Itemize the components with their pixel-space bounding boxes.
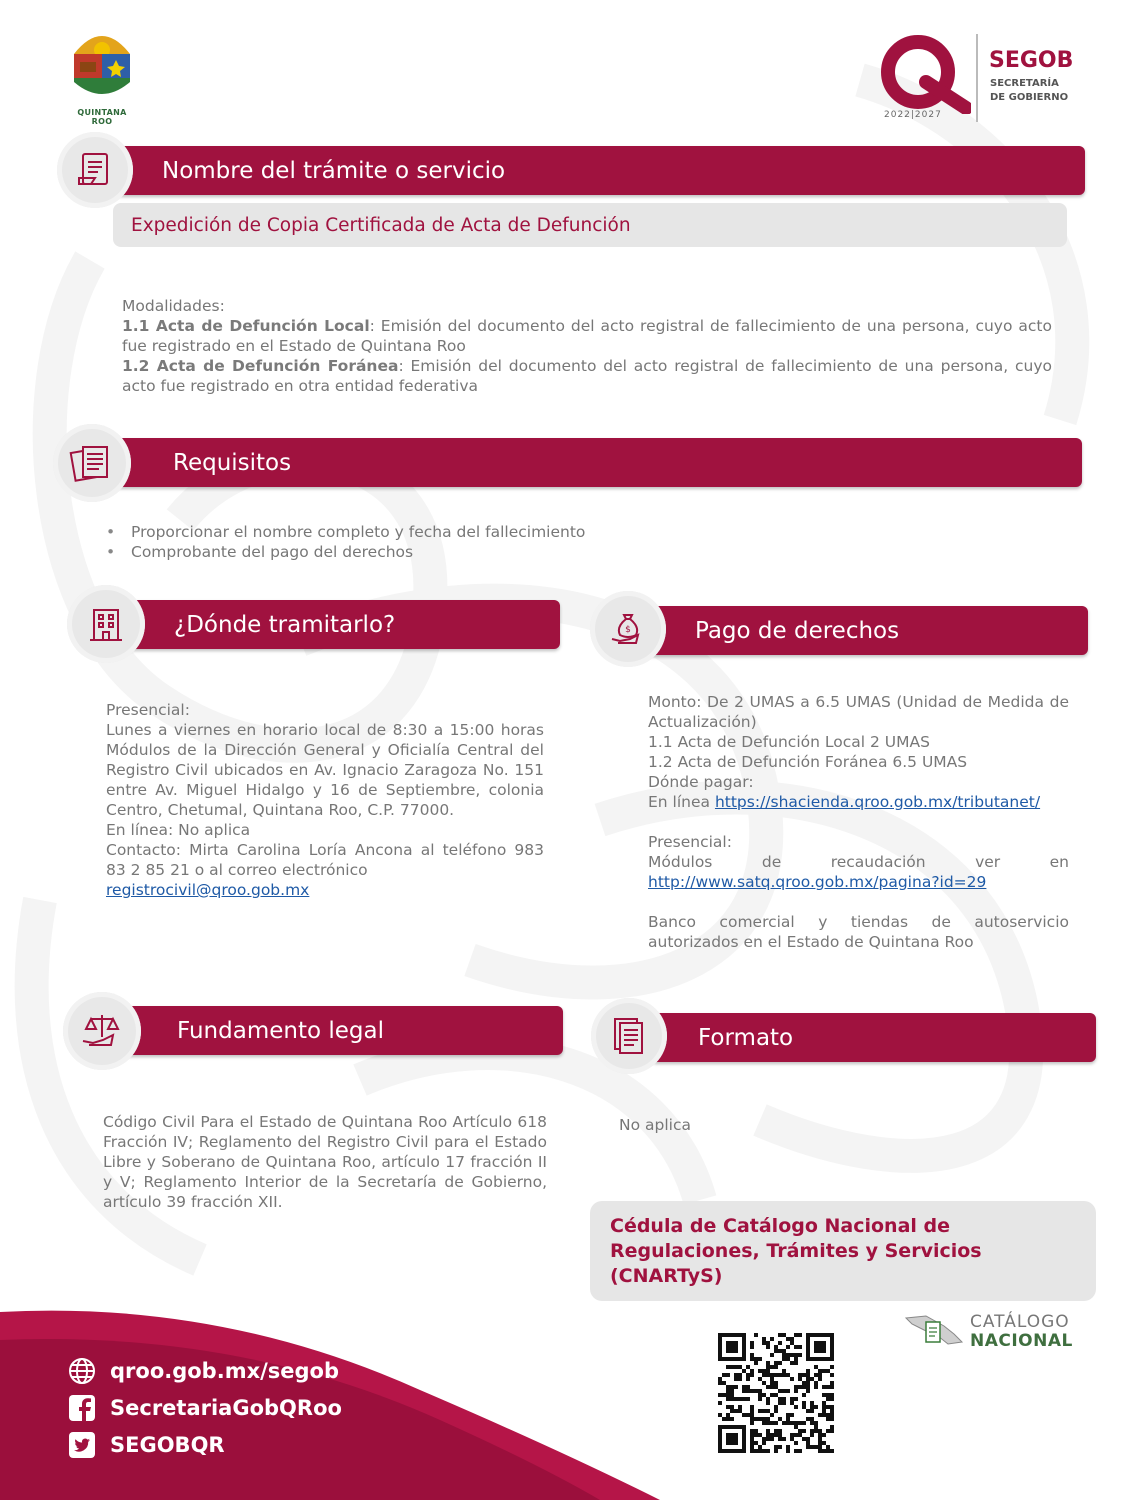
section-title-fundamento: Fundamento legal [177, 1017, 384, 1044]
requisito-item: • Comprobante del pago del derechos [104, 542, 804, 562]
section-bar-pago [650, 606, 1088, 655]
globe-icon [68, 1357, 96, 1385]
state-logo [66, 24, 138, 126]
brand-name: SEGOB [989, 48, 1074, 73]
requisito-item: • Proporcionar el nombre completo y fecha del fallecimiento [104, 522, 804, 542]
formato-body: No aplica [619, 1116, 691, 1134]
fundamento-body: Código Civil Para el Estado de Quintana Roo Artículo 618 Fracción IV; Reglamento del Registro Civil para el Estado Libre y Soberano de Quintana Roo, artículo 17 fracción II y V; Reglamento Interior de la Secretaría de Gobierno, artículo 39 fracción XII. [103, 1113, 547, 1211]
pago-en-linea [648, 792, 1069, 812]
section-bar-requisitos [118, 438, 1082, 487]
pago-monto: Monto: De 2 UMAS a 6.5 UMAS (Unidad de Medida de Actualización) [648, 693, 1069, 731]
state-logo-text: QUINTANA ROO [77, 108, 127, 126]
section-icon-formato [591, 998, 667, 1074]
section-icon-nombre [57, 132, 133, 208]
footer-facebook[interactable] [68, 1389, 342, 1426]
section-title-pago: Pago de derechos [695, 617, 900, 644]
footer-contacts [68, 1352, 342, 1463]
money-bag-hand-icon [608, 609, 648, 649]
brand-sub-2: DE GOBIERNO [990, 92, 1069, 103]
pago-donde-pagar: Dónde pagar: [648, 773, 754, 791]
section-icon-donde [67, 585, 145, 663]
section-icon-requisitos [53, 424, 131, 502]
svg-text:$: $ [625, 625, 631, 635]
tributanet-link[interactable]: https://shacienda.qroo.gob.mx/tributanet/ [714, 793, 1041, 811]
pago-banco: Banco comercial y tiendas de autoservicio autorizados en el Estado de Quintana Roo [648, 913, 1069, 951]
formato-block [619, 1115, 1019, 1135]
footer-facebook-text: SecretariaGobQRoo [110, 1395, 342, 1420]
donde-presencial-label: Presencial: [106, 701, 190, 719]
footer-twitter-text: SEGOBQR [110, 1432, 225, 1457]
section-bar-formato [654, 1013, 1096, 1062]
donde-en-linea: En línea: No aplica [106, 821, 251, 839]
modalidad-1-text: : Emisión del documento del acto registral de fallecimiento de una persona, cuyo acto fue registrado en el Estado de Quintana Roo [122, 317, 1052, 355]
modalidad-2 [122, 356, 1052, 396]
footer-web[interactable] [68, 1352, 342, 1389]
modalidad-1-title: 1.1 Acta de Defunción Local [122, 317, 370, 335]
modalidades-label: Modalidades: [122, 297, 225, 315]
modalidad-2-text: : Emisión del documento del acto registral de fallecimiento de una persona, cuyo acto fue registrado en otra entidad federativa [122, 357, 1052, 395]
justice-scale-icon [81, 1011, 123, 1051]
brand-period: 2022|2027 [884, 110, 942, 120]
pago-block [648, 692, 1069, 952]
segob-logo [876, 34, 1086, 124]
q-brand-icon [876, 34, 971, 114]
state-coat-of-arms-icon [66, 24, 138, 104]
section-title-donde: ¿Dónde tramitarlo? [174, 611, 396, 638]
footer-twitter[interactable] [68, 1426, 342, 1463]
pago-en-linea-label: En línea [648, 793, 711, 811]
section-icon-fundamento [63, 992, 141, 1070]
twitter-icon [68, 1431, 96, 1459]
tramite-name-box [113, 203, 1067, 247]
mexico-map-icon [904, 1312, 966, 1348]
donde-contacto: Contacto: Mirta Carolina Loría Ancona al teléfono 983 83 2 85 21 o al correo electrónico [106, 841, 544, 879]
modalidades-block [122, 296, 1052, 396]
documents-stack-icon [69, 443, 115, 483]
satq-link[interactable]: http://www.satq.qroo.gob.mx/pagina?id=29 [648, 873, 987, 891]
cedula-text: Cédula de Catálogo Nacional de Regulaciones, Trámites y Servicios (CNARTyS) [610, 1215, 982, 1287]
form-document-icon [75, 150, 115, 190]
contact-email-link[interactable]: registrocivil@qroo.gob.mx [106, 881, 310, 899]
document-pages-icon [609, 1015, 649, 1057]
cedula-box [590, 1201, 1096, 1301]
pago-presencial-label: Presencial: [648, 833, 732, 851]
section-bar-fundamento [128, 1006, 563, 1055]
catalogo-logo [904, 1310, 1084, 1350]
building-icon [86, 604, 126, 644]
pago-line-1: 1.1 Acta de Defunción Local 2 UMAS [648, 733, 930, 751]
section-title-requisitos: Requisitos [173, 449, 292, 476]
brand-sub-1: SECRETARÍA [990, 78, 1059, 89]
requisitos-list [104, 522, 804, 562]
donde-block [106, 700, 544, 900]
section-icon-pago [590, 591, 666, 667]
section-title-nombre: Nombre del trámite o servicio [162, 157, 506, 184]
donde-body: Lunes a viernes en horario local de 8:30 a 15:00 horas Módulos de la Dirección General y Oficialía Central del Registro Civil ubicados en Av. Ignacio Zaragoza No. 151 entre Av. Miguel Hidalgo y 16 de Septiembre, colonia Centro, Chetumal, Quintana Roo, C.P. 77000. [106, 721, 544, 819]
section-title-formato: Formato [698, 1024, 794, 1051]
footer-web-text: qroo.gob.mx/segob [110, 1358, 340, 1383]
facebook-icon [68, 1394, 96, 1422]
section-bar-donde [128, 600, 560, 649]
section-bar-nombre [120, 146, 1085, 195]
tramite-name: Expedición de Copia Certificada de Acta de Defunción [131, 214, 631, 236]
fundamento-block [103, 1112, 547, 1212]
qr-code[interactable] [718, 1333, 834, 1453]
modalidad-2-title: 1.2 Acta de Defunción Foránea [122, 357, 399, 375]
modalidad-1 [122, 316, 1052, 356]
pago-line-2: 1.2 Acta de Defunción Foránea 6.5 UMAS [648, 753, 968, 771]
catalogo-line-2: NACIONAL [970, 1331, 1073, 1351]
catalogo-line-1: CATÁLOGO [970, 1312, 1070, 1332]
pago-modulos: Módulos de recaudación ver en [648, 853, 1069, 871]
